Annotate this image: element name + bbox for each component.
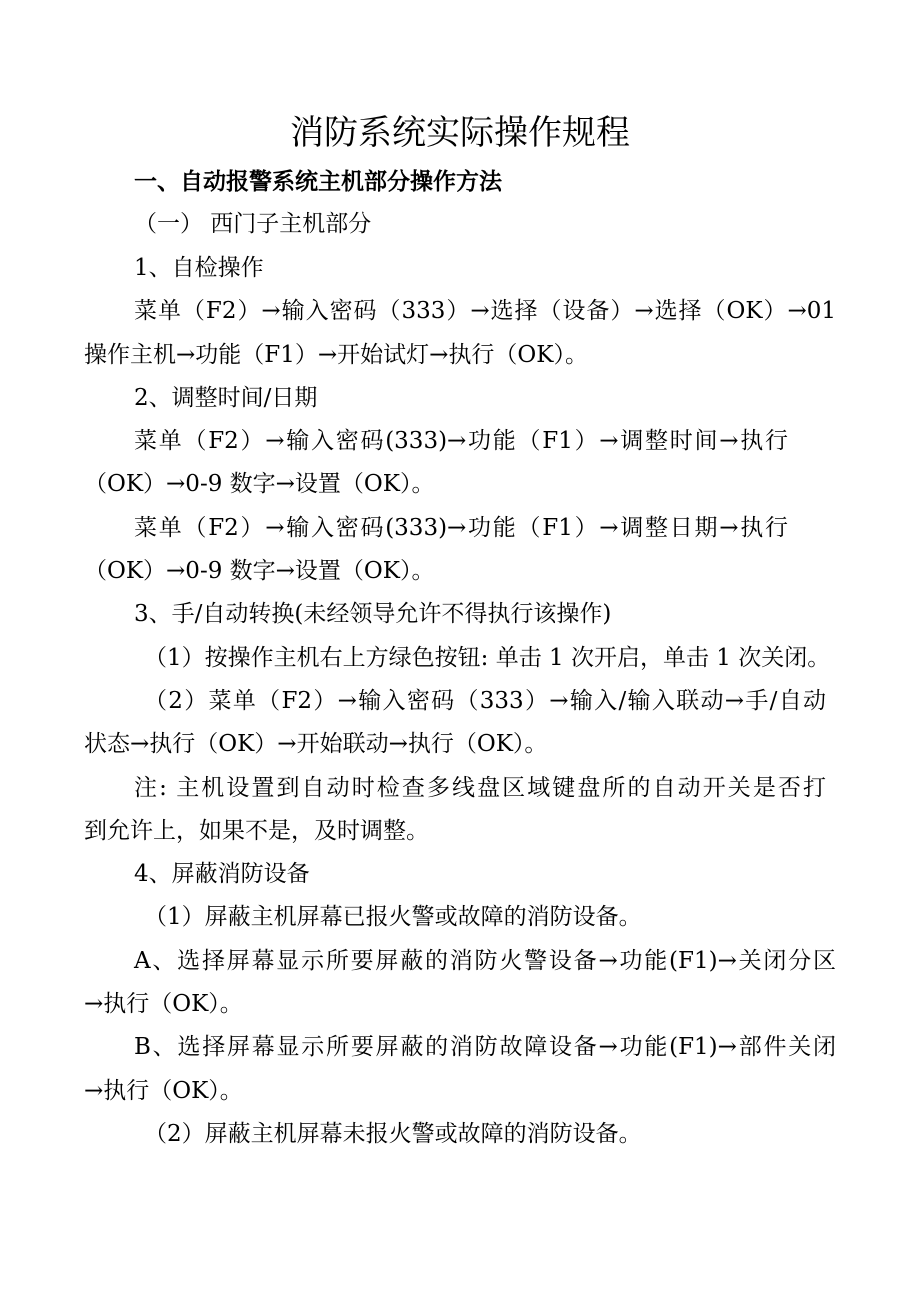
- section-heading: 一、自动报警系统主机部分操作方法: [134, 169, 502, 195]
- paragraph-line: 菜单（F2）→输入密码(333)→功能（F1）→调整日期→执行: [134, 515, 788, 541]
- note-line: 到允许上，如果不是，及时调整。: [84, 818, 429, 844]
- paragraph-line: →执行（OK）。: [84, 1078, 243, 1104]
- item-heading: 3、手/自动转换(未经领导允许不得执行该操作): [134, 601, 612, 627]
- paragraph-line: 状态→执行（OK）→开始联动→执行（OK）。: [84, 731, 548, 757]
- paragraph-line: →执行（OK）。: [84, 991, 243, 1017]
- item-heading: 2、调整时间/日期: [134, 385, 318, 411]
- paragraph-line: A、选择屏幕显示所要屏蔽的消防火警设备→功能(F1)→关闭分区: [134, 948, 836, 974]
- paragraph-line: （2）菜单（F2）→输入密码（333）→输入/输入联动→手/自动: [144, 688, 826, 714]
- paragraph-line: （OK）→0-9 数字→设置（OK）。: [84, 471, 435, 497]
- subsection-heading: （一） 西门子主机部分: [134, 211, 372, 237]
- paragraph-line: 菜单（F2）→输入密码（333）→选择（设备）→选择（OK）→01: [134, 298, 836, 324]
- paragraph-line: （2）屏蔽主机屏幕未报火警或故障的消防设备。: [144, 1121, 642, 1147]
- item-heading: 4、屏蔽消防设备: [134, 861, 310, 887]
- paragraph-line: （1）按操作主机右上方绿色按钮: 单击 1 次开启，单击 1 次关闭。: [144, 645, 831, 671]
- paragraph-line: （OK）→0-9 数字→设置（OK）。: [84, 558, 435, 584]
- paragraph-line: （1）屏蔽主机屏幕已报火警或故障的消防设备。: [144, 904, 642, 930]
- paragraph-line: 操作主机→功能（F1）→开始试灯→执行（OK）。: [84, 342, 588, 368]
- document-title: 消防系统实际操作规程: [290, 113, 630, 153]
- note-line: 注: 主机设置到自动时检查多线盘区域键盘所的自动开关是否打: [134, 775, 826, 801]
- paragraph-line: 菜单（F2）→输入密码(333)→功能（F1）→调整时间→执行: [134, 428, 788, 454]
- paragraph-line: B、选择屏幕显示所要屏蔽的消防故障设备→功能(F1)→部件关闭: [134, 1034, 836, 1060]
- item-heading: 1、自检操作: [134, 255, 264, 281]
